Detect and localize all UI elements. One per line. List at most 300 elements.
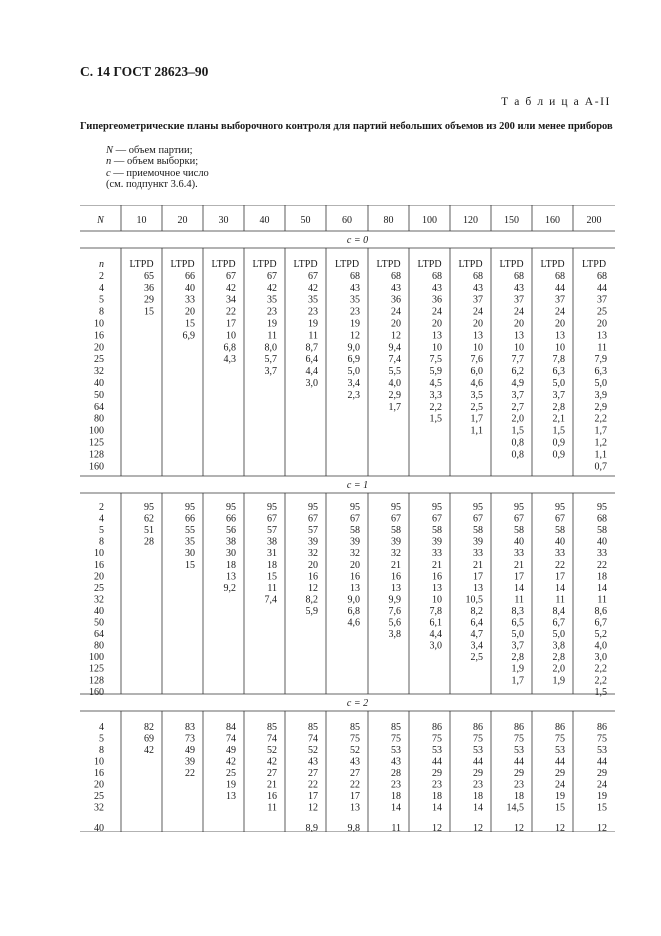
table-cell: 67: [226, 270, 236, 282]
table-cell: 42: [226, 756, 236, 768]
table-cell: 6,3: [594, 366, 607, 378]
row-label: 32: [94, 802, 104, 814]
table-cell: 9,2: [223, 582, 236, 594]
row-label: 125: [89, 663, 104, 675]
table-cell: 67: [555, 513, 565, 525]
table-cell: 24: [555, 306, 565, 318]
row-label: 80: [94, 413, 104, 425]
table-cell: 23: [473, 779, 483, 791]
table-cell: 2,9: [388, 389, 401, 401]
row-label: 4: [99, 722, 104, 733]
table-cell: 24: [391, 306, 401, 318]
column-header: 40: [259, 215, 270, 226]
table-cell: 18: [391, 791, 401, 802]
table-cell: 82: [144, 722, 154, 733]
table-cell: 11: [308, 330, 318, 342]
table-cell: 11: [267, 330, 277, 342]
table-cell: 75: [555, 733, 565, 745]
table-cell: 49: [185, 745, 195, 756]
column-header: N: [97, 215, 104, 226]
legend-line: [106, 168, 209, 179]
table-cell: 13: [473, 330, 483, 342]
table-cell: 95: [391, 502, 401, 513]
table-cell: 6,9: [182, 330, 195, 342]
table-cell: 2,8: [511, 652, 524, 664]
table-cell: 75: [391, 733, 401, 745]
table-cell: 9,9: [388, 594, 401, 606]
table-cell: 4,5: [429, 378, 442, 389]
legend-symbol: c: [106, 167, 111, 179]
table-cell: 14: [391, 802, 401, 814]
table-cell: 83: [185, 722, 195, 733]
table-cell: 8,7: [305, 342, 318, 354]
table-cell: 53: [391, 745, 401, 756]
column-header: 150: [504, 215, 519, 226]
table-cell: 3,4: [347, 378, 360, 389]
table-cell: 43: [514, 282, 524, 294]
table-cell: 57: [308, 525, 318, 537]
table-cell: 14,5: [506, 802, 524, 814]
table-cell: 15: [555, 802, 565, 814]
table-cell: 19: [597, 791, 607, 802]
table-cell: 21: [432, 559, 442, 571]
table-cell: 95: [555, 502, 565, 513]
table-cell: 1,1: [470, 425, 483, 437]
row-label: 50: [94, 617, 104, 629]
table-cell: 6,1: [429, 617, 442, 629]
row-label: 40: [94, 823, 104, 832]
table-cell: 3,0: [305, 378, 318, 389]
table-cell: 36: [144, 282, 154, 294]
table-cell: 2,9: [594, 401, 607, 413]
table-cell: 12: [597, 823, 607, 832]
column-header: 100: [422, 215, 437, 226]
row-label: 100: [89, 652, 104, 664]
table-cell: 68: [473, 270, 483, 282]
table-cell: 29: [432, 768, 442, 779]
table-cell: 95: [185, 502, 195, 513]
table-cell: 85: [267, 722, 277, 733]
table-cell: 86: [597, 722, 607, 733]
table-cell: 75: [350, 733, 360, 745]
table-cell: 24: [514, 306, 524, 318]
table-cell: 0,7: [594, 461, 607, 473]
table-cell: 12: [555, 823, 565, 832]
table-cell: 2,0: [552, 663, 565, 675]
table-cell: 68: [597, 513, 607, 525]
row-label: 10: [94, 756, 104, 768]
row-label: 16: [94, 330, 104, 342]
row-label: 10: [94, 548, 104, 560]
table-cell: 13: [226, 571, 236, 583]
table-cell: 12: [432, 823, 442, 832]
table-cell: 15: [185, 318, 195, 330]
row-label: 4: [99, 513, 104, 525]
table-cell: 10: [226, 330, 236, 342]
table-cell: 95: [514, 502, 524, 513]
row-label: 20: [94, 571, 104, 583]
table-cell: 3,7: [511, 640, 524, 652]
table-cell: 44: [432, 756, 442, 768]
table-cell: 95: [226, 502, 236, 513]
row-label: 5: [99, 525, 104, 537]
table-cell: 49: [226, 745, 236, 756]
table-cell: 2,0: [511, 413, 524, 425]
table-cell: 1,5: [429, 413, 442, 425]
row-label: 2: [99, 270, 104, 282]
table-cell: 95: [473, 502, 483, 513]
table-cell: 58: [473, 525, 483, 537]
ltpd-header: LTPD: [293, 259, 318, 270]
table-cell: 44: [555, 282, 565, 294]
table-cell: 29: [473, 768, 483, 779]
table-cell: 30: [185, 548, 195, 560]
table-cell: 1,7: [511, 675, 524, 687]
table-cell: 16: [432, 571, 442, 583]
table-cell: 20: [473, 318, 483, 330]
table-cell: 1,2: [594, 437, 607, 449]
table-cell: 17: [514, 571, 524, 583]
table-cell: 68: [350, 270, 360, 282]
table-cell: 37: [514, 294, 524, 306]
table-cell: 6,2: [511, 366, 524, 378]
table-cell: 8,4: [552, 605, 565, 617]
ltpd-header: LTPD: [417, 259, 442, 270]
table-cell: 43: [391, 282, 401, 294]
table-cell: 14: [597, 582, 607, 594]
table-cell: 15: [144, 306, 154, 318]
table-cell: 95: [597, 502, 607, 513]
table-cell: 36: [391, 294, 401, 306]
table-cell: 12: [350, 330, 360, 342]
table-cell: 2,5: [470, 401, 483, 413]
table-cell: 35: [350, 294, 360, 306]
ltpd-header: LTPD: [376, 259, 401, 270]
table-cell: 66: [185, 513, 195, 525]
table-cell: 19: [267, 318, 277, 330]
table-cell: 18: [473, 791, 483, 802]
table-cell: 2,2: [594, 663, 607, 675]
row-label: 128: [89, 675, 104, 687]
table-cell: 56: [226, 525, 236, 537]
table-cell: 5,7: [264, 354, 277, 366]
table-cell: 6,5: [511, 617, 524, 629]
section-label: c = 1: [346, 480, 369, 491]
table-cell: 5,5: [388, 366, 401, 378]
table-cell: 23: [391, 779, 401, 791]
table-cell: 3,0: [594, 652, 607, 664]
table-cell: 0,9: [552, 449, 565, 461]
row-label: 8: [99, 536, 104, 548]
table-cell: 95: [350, 502, 360, 513]
table-cell: 4,9: [511, 378, 524, 389]
table-cell: 0,9: [552, 437, 565, 449]
table-cell: 7,6: [470, 354, 483, 366]
row-label: 8: [99, 306, 104, 318]
legend-symbol: N: [106, 145, 114, 156]
table-cell: 43: [350, 282, 360, 294]
table-cell: 9,8: [347, 823, 360, 832]
table-cell: 6,8: [223, 342, 236, 354]
table-cell: 15: [597, 802, 607, 814]
row-label: 20: [94, 342, 104, 354]
table-cell: 15: [267, 571, 277, 583]
table-cell: 27: [308, 768, 318, 779]
table-cell: 14: [432, 802, 442, 814]
legend-symbol: n: [106, 156, 112, 168]
legend-text: (см. подпункт 3.6.4).: [106, 179, 198, 191]
table-cell: 33: [473, 548, 483, 560]
table-cell: 27: [267, 768, 277, 779]
table-cell: 20: [555, 318, 565, 330]
table-cell: 21: [267, 779, 277, 791]
table-cell: 43: [350, 756, 360, 768]
table-cell: 1,5: [594, 686, 607, 698]
table-cell: 10: [432, 594, 442, 606]
table-cell: 33: [432, 548, 442, 560]
table-cell: 39: [391, 536, 401, 548]
table-cell: 6,9: [347, 354, 360, 366]
table-cell: 66: [185, 270, 195, 282]
table-cell: 39: [473, 536, 483, 548]
table-cell: 40: [514, 536, 524, 548]
legend-text: — объем партии;: [113, 145, 193, 156]
table-cell: 11: [555, 594, 565, 606]
table-cell: 3,7: [552, 389, 565, 401]
section-label: c = 2: [346, 698, 369, 709]
table-cell: 20: [391, 318, 401, 330]
table-cell: 37: [597, 294, 607, 306]
table-cell: 14: [473, 802, 483, 814]
row-label: 125: [89, 437, 104, 449]
table-cell: 5,9: [305, 605, 318, 617]
table-cell: 2,1: [552, 413, 565, 425]
table-cell: 58: [597, 525, 607, 537]
column-header: 20: [177, 215, 188, 226]
table-cell: 1,9: [511, 663, 524, 675]
table-cell: 18: [597, 571, 607, 583]
table-cell: 22: [226, 306, 236, 318]
table-cell: 5,0: [347, 366, 360, 378]
table-cell: 75: [432, 733, 442, 745]
table-cell: 24: [555, 779, 565, 791]
table-cell: 11: [514, 594, 524, 606]
table-cell: 40: [597, 536, 607, 548]
table-cell: 38: [267, 536, 277, 548]
table-cell: 2,3: [347, 389, 360, 401]
table-cell: 8,2: [305, 594, 318, 606]
table-cell: 7,9: [594, 354, 607, 366]
table-cell: 12: [391, 330, 401, 342]
table-cell: 18: [267, 559, 277, 571]
table-cell: 7,8: [429, 605, 442, 617]
table-cell: 3,7: [511, 389, 524, 401]
table-cell: 73: [185, 733, 195, 745]
table-cell: 4,0: [388, 378, 401, 389]
table-cell: 11: [597, 594, 607, 606]
column-header: 30: [218, 215, 229, 226]
table-cell: 29: [144, 294, 154, 306]
table-cell: 17: [350, 791, 360, 802]
table-cell: 32: [391, 548, 401, 560]
legend-line: [106, 145, 209, 156]
table-cell: 4,7: [470, 629, 483, 641]
row-label: 25: [94, 582, 104, 594]
legend-text: — объем выборки;: [111, 156, 199, 168]
table-cell: 16: [308, 571, 318, 583]
table-cell: 23: [350, 306, 360, 318]
row-label: 5: [99, 294, 104, 306]
table-cell: 95: [308, 502, 318, 513]
column-header: 160: [545, 215, 560, 226]
table-cell: 13: [350, 582, 360, 594]
table-cell: 6,4: [305, 354, 318, 366]
ltpd-header: LTPD: [458, 259, 483, 270]
table-cell: 5,0: [552, 378, 565, 389]
table-cell: 6,7: [594, 617, 607, 629]
table-cell: 5,0: [511, 629, 524, 641]
table-cell: 27: [350, 768, 360, 779]
table-cell: 13: [432, 330, 442, 342]
table-cell: 1,5: [511, 425, 524, 437]
table-cell: 39: [350, 536, 360, 548]
table-cell: 9,4: [388, 342, 401, 354]
table-cell: 3,8: [388, 629, 401, 641]
table-cell: 4,3: [223, 354, 236, 366]
table-cell: 17: [473, 571, 483, 583]
table-cell: 67: [267, 270, 277, 282]
table-cell: 42: [267, 756, 277, 768]
row-label: 40: [94, 378, 104, 389]
table-cell: 42: [144, 745, 154, 756]
table-cell: 13: [391, 582, 401, 594]
table-cell: 58: [350, 525, 360, 537]
table-cell: 7,8: [552, 354, 565, 366]
table-cell: 29: [514, 768, 524, 779]
legend-line: [106, 156, 209, 167]
table-cell: 2,7: [511, 401, 524, 413]
table-cell: 1,1: [594, 449, 607, 461]
table-cell: 53: [555, 745, 565, 756]
table-cell: 86: [473, 722, 483, 733]
table-cell: 67: [473, 513, 483, 525]
table-cell: 35: [185, 536, 195, 548]
table-cell: 19: [350, 318, 360, 330]
table-cell: 0,8: [511, 449, 524, 461]
table-cell: 68: [514, 270, 524, 282]
table-cell: 19: [555, 791, 565, 802]
table-cell: 85: [350, 722, 360, 733]
table-cell: 5,2: [594, 629, 607, 641]
table-cell: 14: [514, 582, 524, 594]
table-cell: 6,8: [347, 605, 360, 617]
table-cell: 3,4: [470, 640, 483, 652]
table-cell: 23: [308, 306, 318, 318]
table-cell: 33: [185, 294, 195, 306]
table-cell: 5,0: [594, 378, 607, 389]
table-cell: 20: [308, 559, 318, 571]
table-cell: 13: [514, 330, 524, 342]
table-label: Т а б л и ц а А-II: [501, 96, 611, 108]
ltpd-header: LTPD: [211, 259, 236, 270]
column-header: 10: [136, 215, 147, 226]
table-cell: 7,5: [429, 354, 442, 366]
table-cell: 43: [391, 756, 401, 768]
table-cell: 6,3: [552, 366, 565, 378]
table-cell: 9,0: [347, 594, 360, 606]
table-cell: 8,2: [470, 605, 483, 617]
column-header: 120: [463, 215, 478, 226]
table-cell: 52: [267, 745, 277, 756]
table-cell: 9,0: [347, 342, 360, 354]
legend: [106, 145, 209, 191]
table-cell: 39: [432, 536, 442, 548]
column-header: 50: [300, 215, 311, 226]
table-cell: 10: [555, 342, 565, 354]
row-label: 80: [94, 640, 104, 652]
table-cell: 23: [514, 779, 524, 791]
row-label: 5: [99, 733, 104, 745]
table-cell: 67: [432, 513, 442, 525]
table-cell: 18: [226, 559, 236, 571]
table-cell: 34: [226, 294, 236, 306]
ltpd-table: [80, 205, 615, 832]
table-cell: 33: [514, 548, 524, 560]
table-cell: 74: [308, 733, 318, 745]
row-label: 4: [99, 282, 104, 294]
ltpd-header: LTPD: [129, 259, 154, 270]
table-cell: 22: [308, 779, 318, 791]
ltpd-header: LTPD: [170, 259, 195, 270]
table-cell: 14: [555, 582, 565, 594]
table-cell: 16: [267, 791, 277, 802]
table-cell: 32: [350, 548, 360, 560]
table-cell: 58: [555, 525, 565, 537]
table-cell: 5,6: [388, 617, 401, 629]
table-cell: 20: [185, 306, 195, 318]
table-cell: 53: [597, 745, 607, 756]
row-label: 64: [94, 401, 104, 413]
table-cell: 44: [597, 282, 607, 294]
table-cell: 25: [226, 768, 236, 779]
table-cell: 43: [473, 282, 483, 294]
row-label: 32: [94, 366, 104, 378]
table-cell: 19: [308, 318, 318, 330]
table-cell: 30: [226, 548, 236, 560]
table-cell: 40: [185, 282, 195, 294]
table-cell: 8,3: [511, 605, 524, 617]
row-label: 100: [89, 425, 104, 437]
table-cell: 25: [597, 306, 607, 318]
table-cell: 12: [308, 802, 318, 814]
table-cell: 85: [391, 722, 401, 733]
table-cell: 62: [144, 513, 154, 525]
table-cell: 43: [432, 282, 442, 294]
table-cell: 5,9: [429, 366, 442, 378]
table-cell: 67: [308, 270, 318, 282]
table-cell: 95: [432, 502, 442, 513]
table-cell: 10: [432, 342, 442, 354]
table-cell: 4,6: [347, 617, 360, 629]
table-cell: 2,2: [429, 401, 442, 413]
table-cell: 67: [514, 513, 524, 525]
table-cell: 84: [226, 722, 236, 733]
table-cell: 5,0: [552, 629, 565, 641]
table-cell: 86: [432, 722, 442, 733]
table-cell: 2,8: [552, 401, 565, 413]
table-cell: 13: [350, 802, 360, 814]
table-cell: 3,9: [594, 389, 607, 401]
